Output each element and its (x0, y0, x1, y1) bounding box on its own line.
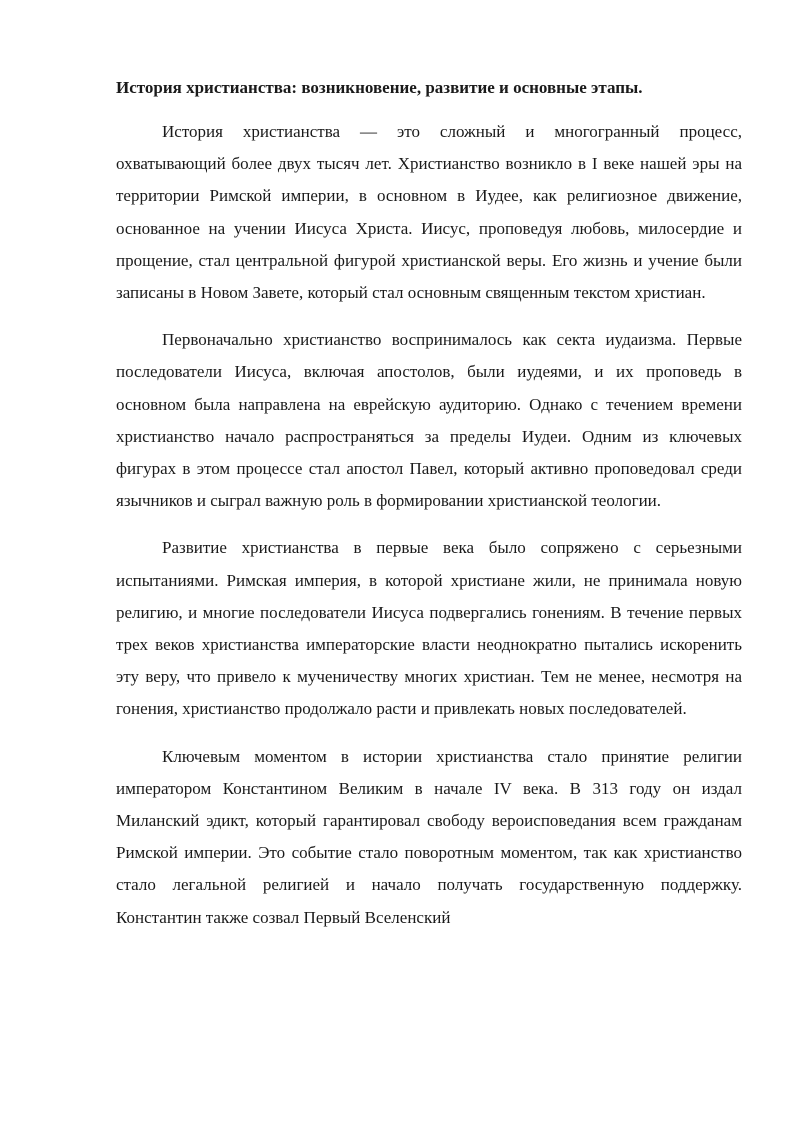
paragraph: Первоначально христианство воспринималось как секта иудаизма. Первые последователи Иисуса, включая апостолов, были иудеями, и их проповедь в основном была направлена на еврейскую аудиторию. Однако с течением времени христианство начало распространяться за пределы Иудеи. Одним из ключевых фигурах в этом процессе стал апостол Павел, который активно проповедовал среди язычников и сыграл важную роль в формировании христианской теологии. (116, 330, 742, 511)
paragraph: Ключевым моментом в истории христианства стало принятие религии императором Константином Великим в начале IV века. В 313 году он издал Миланский эдикт, который гарантировал свободу вероисповедания всем гражданам Римской империи. Это событие стало поворотным моментом, так как христианство стало легальной религией и начало получать государственную поддержку. Константин также созвал Первый Вселенский (116, 746, 742, 927)
document-body (116, 76, 742, 949)
paragraph: История христианства — это сложный и многогранный процесс, охватывающий более двух тысяч лет. Христианство возникло в I веке нашей эры на территории Римской империи, в основном в Иудее, как религиозное движение, основанное на учении Иисуса Христа. Иисус, проповедуя любовь, милосердие и прощение, стал центральной фигурой христианской веры. Его жизнь и учение были записаны в Новом Завете, который стал основным священным текстом христиан. (116, 122, 742, 303)
document-title: История христианства: возникновение, развитие и основные этапы. (116, 78, 643, 97)
paragraph: Развитие христианства в первые века было сопряжено с серьезными испытаниями. Римская империя, в которой христиане жили, не принимала новую религию, и многие последователи Иисуса подвергались гонениям. В течение первых трех веков христианства императорские власти неоднократно пытались искоренить эту веру, что привело к мученичеству многих христиан. Тем не менее, несмотря на гонения, христианство продолжало расти и привлекать новых последователей. (116, 538, 742, 719)
